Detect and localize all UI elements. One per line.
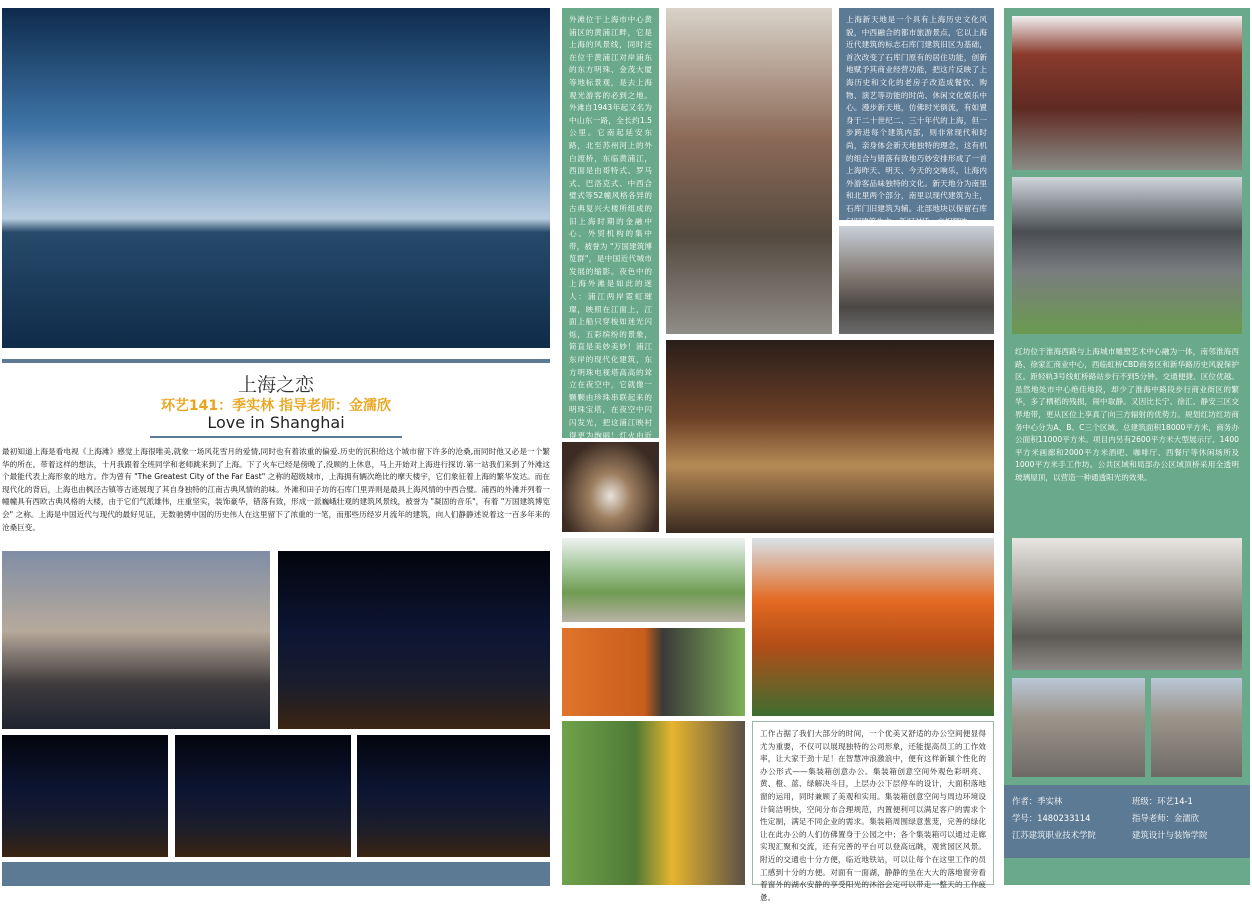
redtown-modern-photo — [1012, 177, 1242, 334]
bund-description: 外滩位于上海市中心黄浦区的黄浦江畔，它是上海的风景线，同时还在位于黄浦江对岸浦东的东方明珠、金茂大厦等地标景观，是去上海观光游客的必到之地。外滩自1943年起又名为中山东一路，全长约1.5公里。它南起延安东路，北至苏州河上的外白渡桥，东临黄浦江，西面是由哥特式、罗马式、巴洛克式、中西合璧式等52幢风格各异的古典复兴大楼所组成的旧上海时期的金融中心、外贸机构的集中带，被誉为 "万国建筑博览群"，是中国近代城市发展的缩影。夜色中的上海外滩是如此的迷人：浦江两岸霓虹璀璨，映照在江面上，江面上船只穿梭如迷光闪烁，五彩缤纷的景象，简直是美妙美妙！浦江东岸的现代化建筑，东方明珠电视塔高高的耸立在夜空中，它就像一颗颗由珍珠串联起来的明珠宝塔，在夜空中闪闪发光，把这浦江映衬得更为绚丽！灯火由近 — [562, 8, 659, 438]
xintiandi-description: 上海新天地是一个具有上海历史文化风貌，中西融合的都市旅游景点，它以上海近代建筑的标志石库门建筑旧区为基础，首次改变了石库门原有的居住功能，创新地赋予其商业经营功能，把这片反映了上海历史和文化的老房子改造成餐饮、购物、演艺等功能的时尚、休闲文化娱乐中心。漫步新天地，仿佛时光倒流，有如置身于二十世纪二、三十年代的上海，但一步跨进每个建筑内部，则非常现代和时尚，亲身体会新天地独特的理念，这有机的组合与错落有致地巧妙安排形成了一首上海昨天、明天、今天的交响乐，让海内外游客品味独特的文化。新天地分为南里和北里两个部分，南里以现代建筑为主，石库门旧建筑为辅。北部地块以保留石库门旧建筑为主，新旧对话，交相辉映。 — [839, 8, 994, 220]
container-office-description: 工作占据了我们大部分的时间，一个优美又舒适的办公空间便显得尤为重要，不仅可以展现独特的公司形象，还能提高员工的工作效率，让大家干劲十足！在智慧冲浪激浪中，便有这样新颖个性化的办公形式——集装箱创意办公。集装箱创意空间外观色彩明亮、黄、橙、蓝、绿解决斗目，上层办公下层停车的设计，大面积落地窗的运用，同时兼顾了美观和实用。集装箱创意空间与周边环境设计简洁明快，空间分布合理规范，内置便利可以满足客户的需求个性定制，满足不同企业的需求。集装箱周围绿意葱茏，完善的绿化让在此办公的人们仿佛置身于公园之中；各个集装箱可以通过走廊实现汇聚和交流，还有完善的平台可以登高远眺，观赏园区风景。附近的交通也十分方便，临近地铁站，可以让每个在这里工作的员工感到十分的方便。对面有一面湖，静静的坐在大大的落地窗旁看着窗外的湖水安静的享受阳光的沐浴会定可以带走一整天的工作疲惫。 — [752, 721, 994, 885]
night-building-photo-1 — [2, 735, 168, 857]
divider-bar — [150, 436, 402, 438]
container-park-photo — [562, 538, 745, 622]
atrium-photo — [1012, 538, 1242, 670]
redtown-brick-photo — [1012, 16, 1242, 170]
class-label: 班级：环艺14-1 — [1132, 796, 1193, 806]
building-photo-2 — [1151, 678, 1242, 777]
divider-bar — [2, 359, 550, 363]
intro-paragraph: 最初知道上海是看电视《上海滩》感觉上海很唯美,就象一场风花雪月的爱情,同时也有着浓重的偏爱.历史的沉积给这个城市留下许多的沧桑,而同时他又必是一个繁华的所在。带着这样的想法，十月我跟着全班同学和老师跳来到了上海。下了火车已经是傍晚了,没顾的上休息，马上开始对上海进行探访.第一站我们来到了外滩这个最能代表上海形象的地方。作为曾有 "The Greatest City of the Far East" 之称的超级城市，上海拥有辆次绝比的摩天楼宇，它们象征着上海的繁华发达。而在现代化的背后，上海也由枫泾古镇等古迹展现了其自身独特的江南古典风情的韵味。外滩和田子坊的石库门里弄则是最具上海风情的中西合璧。浦西的外滩并列着一幢幢具有西欧古典风格的大楼，由于它们气派雄伟，庄重坚实，装饰豪华，错落有致，形成一派巍峨壮观的建筑风景线，被誉为 "凝固的音乐"，有着 "万国建筑博览会" 之称。上海是中国近代与现代的最好见证，无数驰骋中国的历史伟人在这里留下了浓重的一笔，而那些历经岁月流年的建筑，向人们静静述说着这一百多年来的沧桑巨变。 — [2, 447, 550, 532]
orange-containers-photo — [752, 538, 994, 716]
xintiandi-alley-photo — [666, 8, 832, 334]
bund-night-photo — [278, 551, 550, 729]
container-building-photo — [562, 628, 745, 716]
container-corridor-photo — [562, 721, 745, 885]
dept-label: 建筑设计与装饰学院 — [1132, 830, 1208, 840]
page-title-en: Love in Shanghai — [207, 413, 345, 432]
pudong-dusk-photo — [2, 551, 270, 729]
street-photo — [839, 226, 994, 334]
bottom-bar — [2, 862, 550, 886]
fountain-photo — [562, 442, 659, 532]
author-info-box — [1004, 785, 1250, 858]
night-building-photo-3 — [357, 735, 550, 857]
page-title: 上海之恋 — [237, 374, 314, 396]
author-label: 作者：季实林 — [1012, 796, 1063, 806]
school-label: 江苏建筑职业技术学院 — [1012, 830, 1096, 840]
advisor-label: 指导老师：金濡欣 — [1132, 813, 1199, 823]
redtown-description: 红坊位于淮海西路与上海城市雕塑艺术中心融为一体，南邻淮海西路、徐家汇商业中心，西临虹桥CBD商务区和新华路历史风貌保护区。距轻轨3号线虹桥路站步行不到5分钟。交通便捷、区位优越。虽然地处市中心绝佳地段，却少了淮海中路段步行商业街区的繁华，多了栖稻的残损，闹中取静。又因比长宁、徐汇、静安三区交界地带，更从区位上享真了向三方辐射的优势力。规划红坊红坊商务中心分为A、B、C三个区域。总建筑面积18000平方米，商务办公面积11000平方米。项目内另有2600平方米大型展示厅、1400平方米画廊和2000平方米酒吧、咖啡厅、西餐厅等休闲场所及1000平方米手工作坊。公共区域和局部办公区域顶桥采用全透明玻璃屋顶，以营造一种通透阳光的效果。 — [1015, 347, 1239, 482]
xintiandi-plaza-photo — [666, 340, 994, 533]
page-subtitle: 环艺141：季实林 指导老师：金濡欣 — [160, 398, 392, 414]
bund-skyline-photo — [2, 8, 550, 348]
night-building-photo-2 — [175, 735, 351, 857]
student-no-label: 学号：1480233114 — [1012, 813, 1091, 823]
building-photo-1 — [1012, 678, 1145, 777]
